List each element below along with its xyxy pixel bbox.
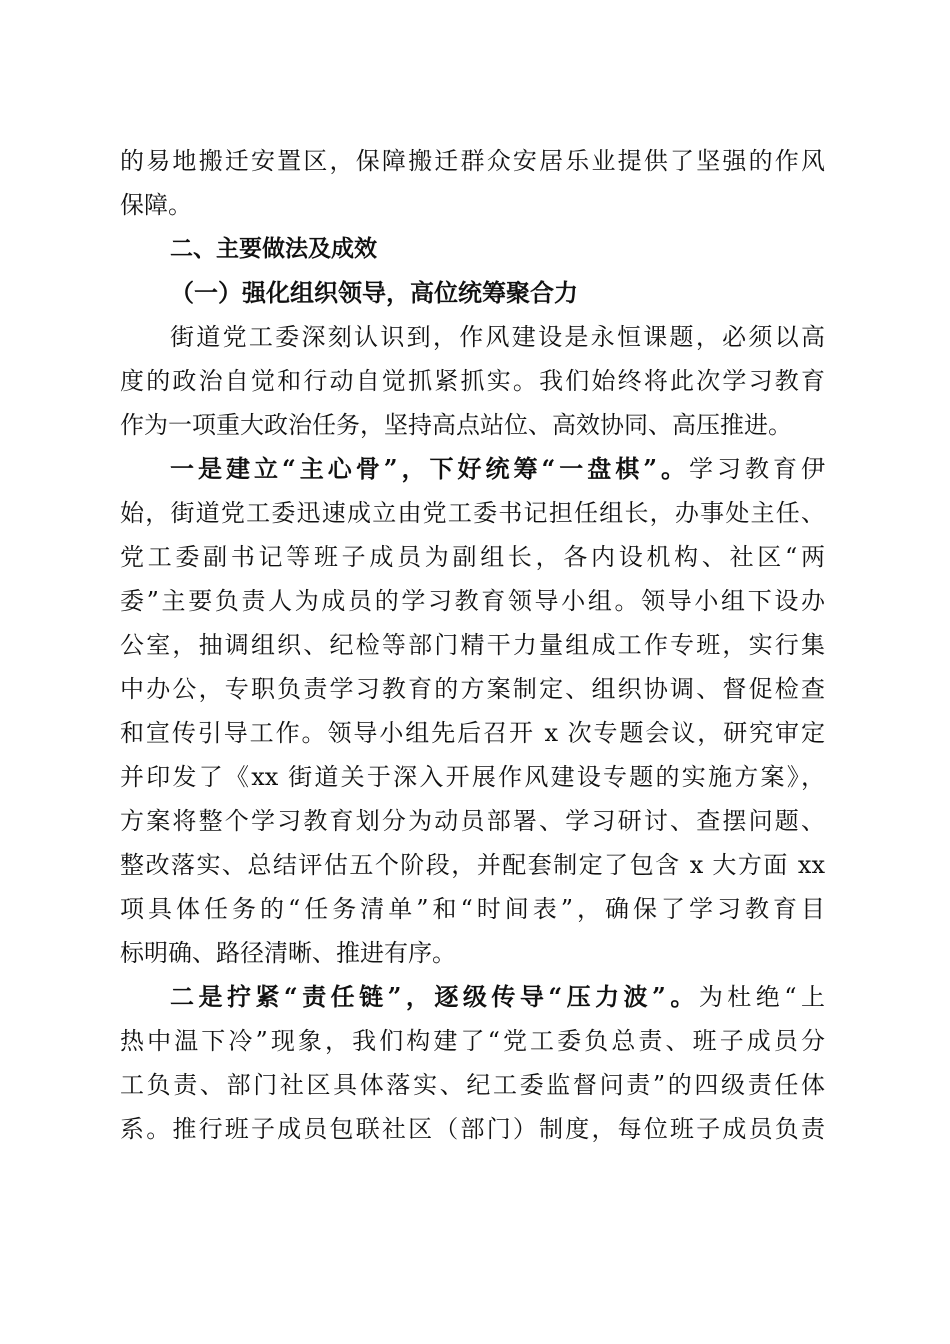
body-line: 保障。	[120, 191, 192, 219]
body-line: 公室，抽调组织、纪检等部门精干力量组成工作专班，实行集	[120, 631, 825, 659]
body-line: 中办公，专职负责学习教育的方案制定、组织协调、督促检查	[120, 675, 825, 703]
body-line: 和宣传引导工作。领导小组先后召开 x 次专题会议，研究审定	[120, 719, 825, 747]
paragraph-first-line	[120, 447, 825, 491]
body-line: 项具体任务的“任务清单”和“时间表”，确保了学习教育目	[120, 895, 825, 923]
body-line: 街道党工委深刻认识到，作风建设是永恒课题，必须以高	[170, 323, 825, 351]
subsection-heading: （一）强化组织领导，高位统筹聚合力	[170, 278, 578, 307]
body-line: 的易地搬迁安置区，保障搬迁群众安居乐业提供了坚强的作风	[120, 147, 825, 175]
paragraph-lead-rest: 为杜绝“上	[698, 983, 825, 1011]
body-line: 系。推行班子成员包联社区（部门）制度，每位班子成员负责	[120, 1115, 825, 1143]
body-line: 热中温下冷”现象，我们构建了“党工委负总责、班子成员分	[120, 1027, 825, 1055]
body-line: 委”主要负责人为成员的学习教育领导小组。领导小组下设办	[120, 587, 825, 615]
paragraph-lead-rest: 学习教育伊	[689, 455, 826, 483]
body-line: 始，街道党工委迅速成立由党工委书记担任组长，办事处主任、	[120, 499, 825, 527]
body-line: 度的政治自觉和行动自觉抓紧抓实。我们始终将此次学习教育	[120, 367, 825, 395]
body-line: 党工委副书记等班子成员为副组长，各内设机构、社区“两	[120, 543, 825, 571]
body-line: 并印发了《xx 街道关于深入开展作风建设专题的实施方案》，	[120, 763, 825, 791]
body-line: 工负责、部门社区具体落实、纪工委监督问责”的四级责任体	[120, 1071, 825, 1099]
body-line: 方案将整个学习教育划分为动员部署、学习研讨、查摆问题、	[120, 807, 825, 835]
document-body	[120, 139, 825, 1151]
paragraph-lead: 二是拧紧“责任链”，逐级传导“压力波”。	[170, 982, 699, 1011]
body-line: 标明确、路径清晰、推进有序。	[120, 939, 456, 967]
section-heading: 二、主要做法及成效	[170, 236, 377, 262]
body-line: 整改落实、总结评估五个阶段，并配套制定了包含 x 大方面 xx	[120, 851, 825, 879]
paragraph-lead: 一是建立“主心骨”，下好统筹“一盘棋”。	[170, 454, 690, 483]
paragraph-first-line	[120, 975, 825, 1019]
body-line: 作为一项重大政治任务，坚持高点站位、高效协同、高压推进。	[120, 411, 792, 439]
